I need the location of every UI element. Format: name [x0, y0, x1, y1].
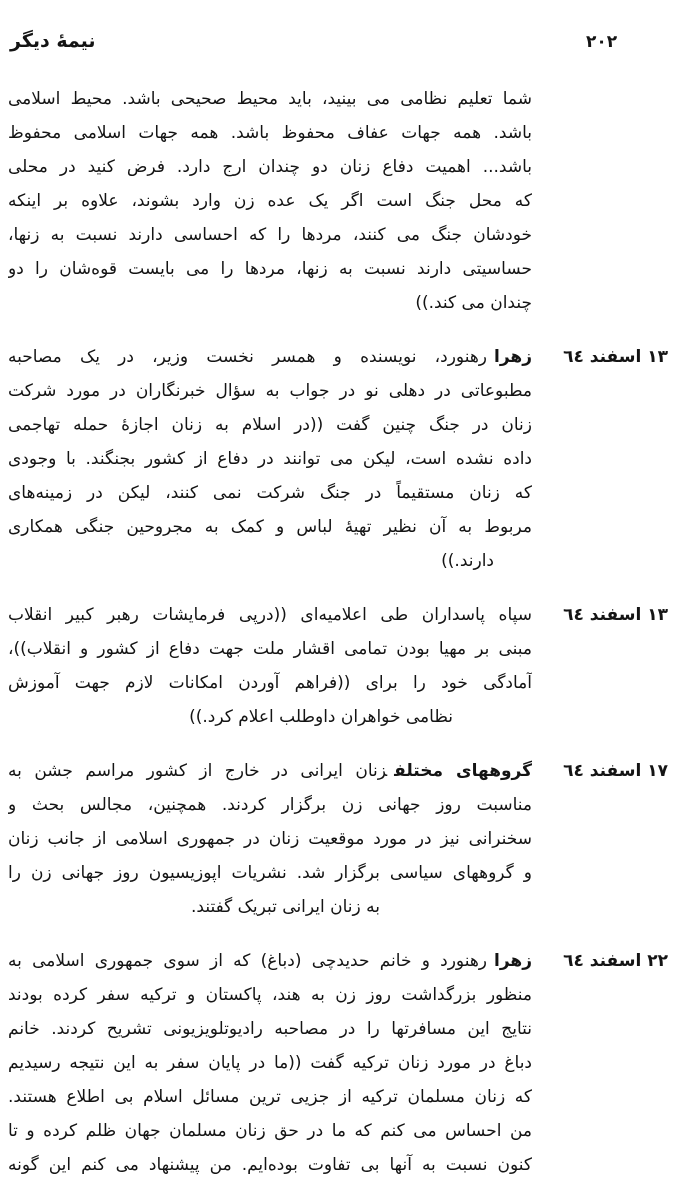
text-line: من احساس می کنم که ما در حق زنان مسلمان جهان ظلم کرده و تا: [8, 1121, 532, 1141]
text-line-rest: رهنورد، نویسنده و همسر نخست وزیر، در یک مصاحبه: [8, 347, 488, 367]
entry-17-esfand-groups: [8, 754, 668, 924]
text-line: حساسیتی دارند نسبت به زنها، مردها را می بایست قوه‌شان را دو: [8, 259, 532, 279]
text-column: [8, 82, 668, 1200]
entry-lead-name: گروههای مختلف: [394, 761, 532, 781]
text-line: زنان در جنگ چنین گفت ((در اسلام به زنان اجازهٔ حمله تهاجمی: [8, 415, 532, 435]
text-line: نتایج این مسافرتها را در مصاحبه رادیوتلویزیونی تشریح کردند. خانم: [8, 1019, 532, 1039]
text-line: مناسبت روز جهانی زن برگزار کردند. همچنین، مجالس بحث و: [8, 795, 532, 815]
text-line: [8, 340, 532, 374]
text-line: نظامی خواهران داوطلب اعلام کرد.)): [189, 707, 453, 727]
text-line: مبنی بر مهیا بودن تمامی اقشار ملت جهت دفاع از کشور و انقلاب))،: [8, 639, 532, 659]
text-line: و گروههای سیاسی برگزار شد. نشریات اپوزیسیون روز جهانی زن را: [8, 863, 532, 883]
text-line: مربوط به آن نظیر تهیهٔ لباس و کمک به مجروحین جنگی همکاری: [8, 517, 532, 537]
entry-22-esfand-trip: [8, 944, 668, 1182]
text-line: [8, 944, 532, 978]
text-line: چندان می کند.)): [415, 293, 532, 313]
text-line: داده نشده است، لیکن می توانند در دفاع از کشور بجنگند. با وجودی: [8, 449, 532, 469]
book-title: نیمهٔ دیگر: [10, 30, 96, 52]
text-line: دباغ در مورد زنان ترکیه گفت ((ما در پایان سفر به این نتیجه رسیدیم: [8, 1053, 532, 1073]
entry-lead-name: زهرا: [494, 347, 532, 367]
text-line: به زنان ایرانی تبریک گفتند.: [191, 897, 380, 917]
date-marker: ١٣ اسفند ٦٤: [563, 605, 668, 625]
text-line: شما تعلیم نظامی می بینید، باید محیط صحیحی باشد. محیط اسلامی: [8, 89, 532, 109]
text-line: منظور بزرگداشت روز زن به هند، پاکستان و ترکیه سفر کرده بودند: [8, 985, 532, 1005]
date-marker: ٢٢ اسفند ٦٤: [563, 951, 668, 971]
text-line: آمادگی خود را برای ((فراهم آوردن امکانات لازم جهت آموزش: [8, 673, 532, 693]
text-line: مطبوعاتی در دهلی نو در جواب به سؤال خبرنگاران در مورد شرکت: [8, 381, 532, 401]
entry-13-esfand-sepah: [8, 598, 668, 734]
paragraph-continuation: [8, 82, 532, 320]
text-line: که محل جنگ است اگر یک عده زن وارد بشوند، علاوه بر اینکه: [8, 191, 532, 211]
text-line-rest: زنان ایرانی در خارج از کشور مراسم جشن به: [8, 761, 388, 781]
entry-lead-name: زهرا: [494, 951, 532, 971]
text-line: که زنان مسلمان ترکیه از جزیی ترین مسائل اسلام بی اطلاع هستند.: [8, 1087, 532, 1107]
text-line: باشد. همه جهات عفاف محفوظ باشد. همه جهات اسلامی محفوظ: [8, 123, 532, 143]
text-line-rest: رهنورد و خانم حدیدچی (دباغ) که از سوی جمهوری اسلامی به: [8, 951, 488, 971]
text-line: [8, 754, 532, 788]
text-line: کنون نسبت به آنها بی تفاوت بوده‌ایم. من پیشنهاد می کنم این گونه: [8, 1155, 532, 1175]
page-number: ٢٠٢: [586, 32, 618, 52]
text-line: دارند.)): [441, 551, 494, 571]
text-line: خودشان جنگ می کنند، مردها را که احساسی دارند نسبت به زنها،: [8, 225, 532, 245]
text-line: که زنان مستقیماً در جنگ شرکت نمی کنند، لیکن در زمینه‌های: [8, 483, 532, 503]
date-marker: ١٣ اسفند ٦٤: [563, 347, 668, 367]
date-marker: ١٧ اسفند ٦٤: [563, 761, 668, 781]
text-line: باشد... اهمیت دفاع زنان دو چندان ارج دارد. فرض کنید در محلی: [8, 157, 532, 177]
text-line: سخنرانی نیز در مورد موقعیت زنان در جمهوری اسلامی از جانب زنان: [8, 829, 532, 849]
entry-13-esfand-rahnavard: [8, 340, 668, 578]
text-line: سپاه پاسداران طی اعلامیه‌ای ((درپی فرمایشات رهبر کبیر انقلاب: [8, 605, 532, 625]
